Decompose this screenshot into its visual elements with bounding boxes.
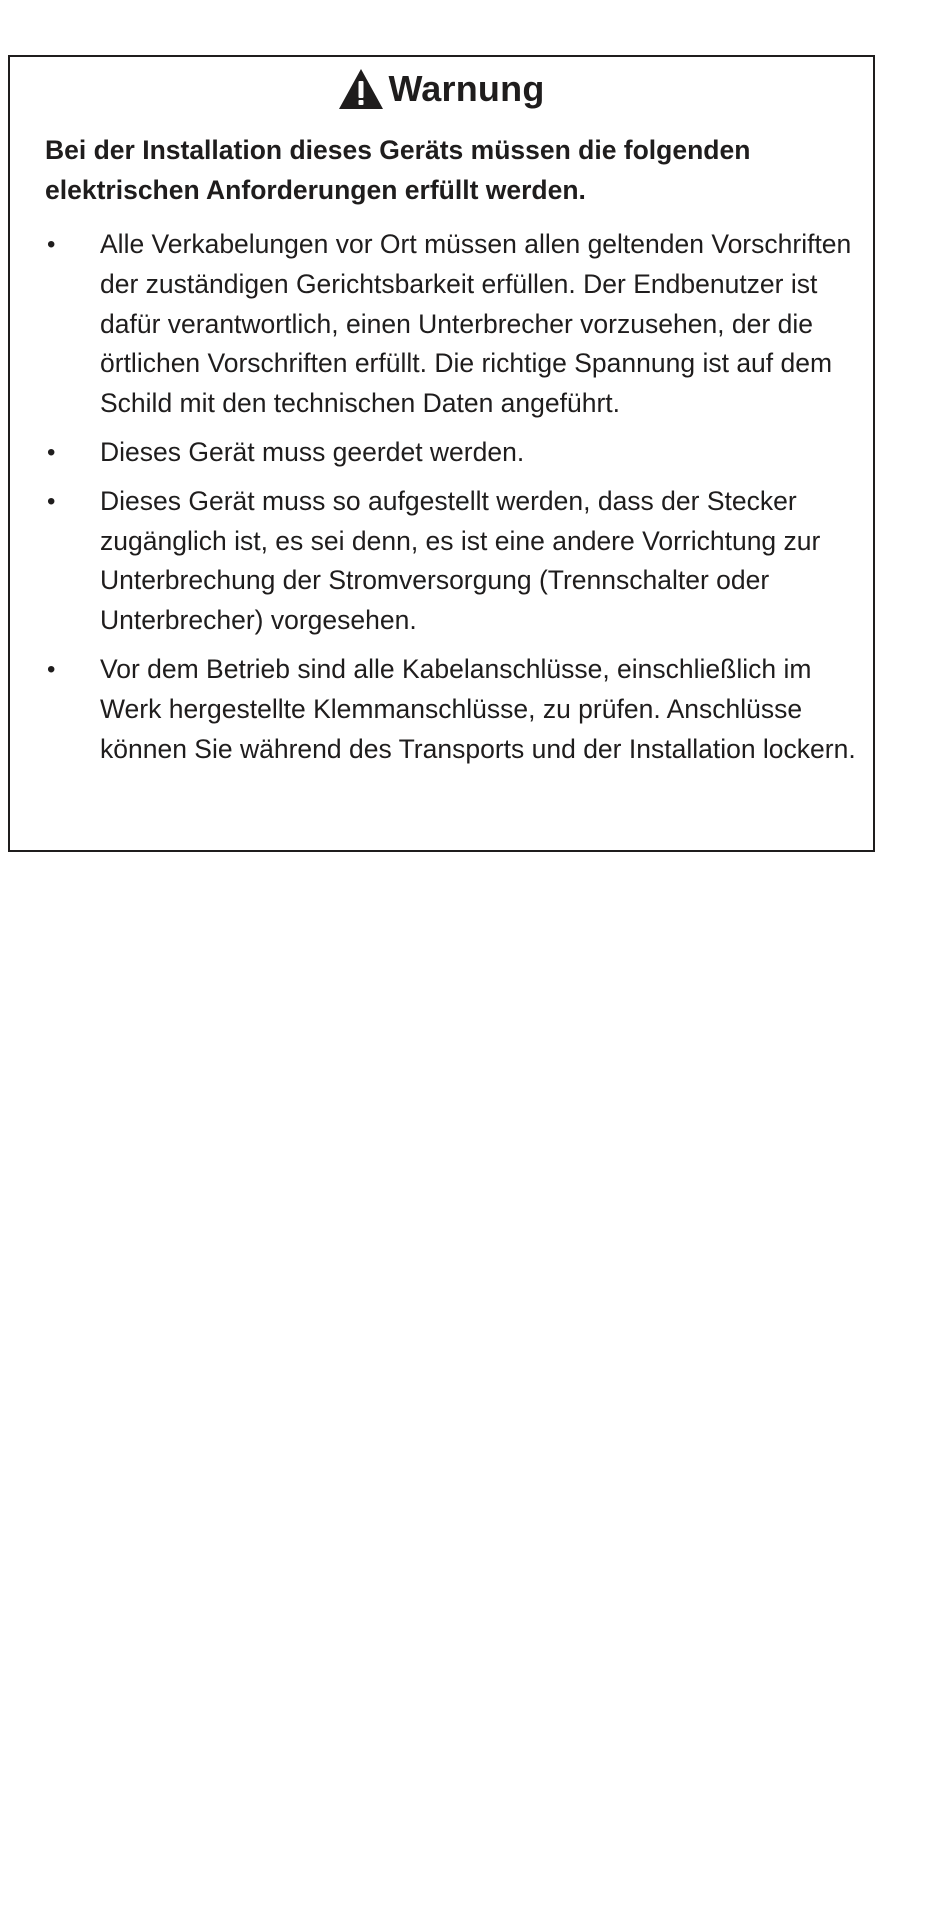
- warning-box: [8, 55, 875, 852]
- list-item: [45, 482, 865, 641]
- list-item-text: Alle Verkabelungen vor Ort müssen allen geltenden Vorschriften der zuständigen Gerichtsbarkeit erfüllen. Der Endbenutzer ist dafür verantwortlich, einen Unterbrecher vorzusehen, der die örtlichen Vorschriften erfüllt. Die richtige Spannung ist auf dem Schild mit den technischen Daten angeführt.: [100, 229, 852, 419]
- warning-intro: Bei der Installation dieses Geräts müssen die folgenden elektrischen Anforderungen erfüllt werden.: [45, 135, 751, 205]
- bullet: •: [47, 231, 56, 258]
- warning-title: Warnung: [388, 68, 545, 109]
- list-item: [45, 433, 865, 473]
- requirements-list: [45, 225, 865, 778]
- list-item: [45, 225, 865, 424]
- bullet: •: [47, 487, 56, 515]
- warning-triangle-icon: [338, 68, 384, 110]
- list-item-text: Dieses Gerät muss geerdet werden.: [100, 436, 525, 467]
- bullet: •: [47, 655, 56, 683]
- list-item-text: Dieses Gerät muss so aufgestellt werden, dass der Stecker zugänglich ist, es sei denn, es ist eine andere Vorrichtung zur Unterbrechung der Stromversorgung (Trennschalter oder Unterbrecher) vorgesehen.: [100, 485, 821, 636]
- warning-header: [10, 63, 873, 115]
- list-item-text: Vor dem Betrieb sind alle Kabelanschlüsse, einschließlich im Werk hergestellte Klemmanschlüsse, zu prüfen. Anschlüsse können Sie während des Transports und der Installation lockern.: [100, 653, 856, 764]
- bullet: •: [47, 438, 56, 466]
- list-item: [45, 650, 865, 769]
